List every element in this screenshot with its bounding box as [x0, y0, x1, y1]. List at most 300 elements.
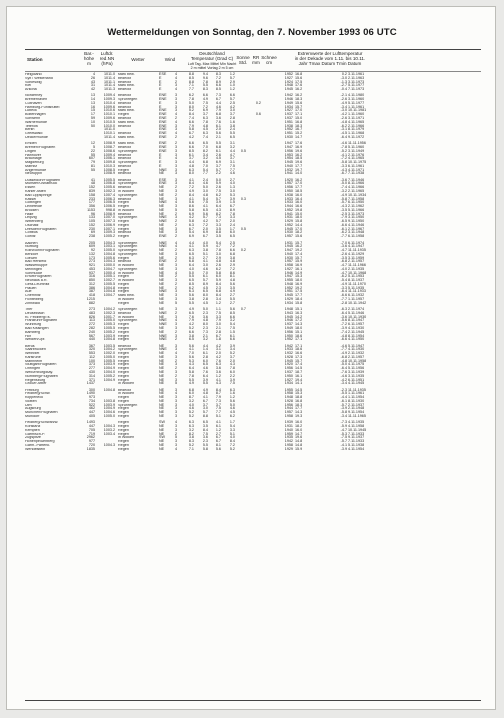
- min-date: 7.11.1946: [348, 177, 365, 182]
- max-value: 16.6: [295, 351, 303, 356]
- temp-max: 6.5: [202, 207, 208, 212]
- min-value: -5.7: [340, 439, 347, 444]
- max-year: 1945: [284, 87, 293, 92]
- temp-max: 4.8: [202, 192, 208, 197]
- max-year: 1955: [284, 387, 293, 392]
- temp-max: 8.8: [202, 414, 208, 418]
- wind-direction: NE: [159, 391, 165, 396]
- weather: Regen: [118, 407, 129, 411]
- pressure: 1003.1: [103, 244, 115, 249]
- weather: Regen: [118, 282, 129, 286]
- min-date: 10.11.1981: [348, 108, 367, 113]
- elevation: 921: [88, 263, 95, 268]
- temp-5cm: 2.5: [229, 100, 235, 105]
- wind-speed: 3: [174, 100, 177, 105]
- max-year: 1920: [284, 362, 293, 367]
- temp-min: 5.9: [215, 181, 221, 186]
- station-name: Gießen: [25, 256, 38, 260]
- min-value: -4.7: [340, 248, 347, 253]
- min-value: -5.5: [340, 391, 347, 396]
- min-date: 1.11.1957: [348, 297, 365, 302]
- weather: Regen: [118, 275, 129, 279]
- min-value: -4.8: [340, 333, 347, 338]
- temp-min: 6.7: [215, 97, 221, 102]
- min-value: -4.3: [340, 204, 347, 209]
- wind-speed: 3: [174, 410, 177, 415]
- temp-min: 6.8: [215, 144, 221, 149]
- temp-5cm: 4.0: [229, 435, 235, 440]
- max-year: 1944: [284, 406, 293, 411]
- station-name: Hohenpeißenberg: [25, 440, 55, 444]
- max-year: 1933: [284, 200, 293, 205]
- min-value: -5.6: [340, 318, 347, 323]
- temp-5cm: 4.5: [229, 410, 235, 415]
- temp-min: 4.2: [215, 343, 221, 348]
- min-date: 3.11.1971: [348, 116, 365, 121]
- wind-speed: 5: [174, 300, 177, 305]
- max-value: 15.6: [295, 100, 303, 105]
- wind-direction: ENE: [159, 259, 167, 264]
- weather: bedeckt: [118, 197, 131, 201]
- max-value: 18.8: [295, 395, 303, 400]
- temp-min: 5.6: [215, 131, 221, 136]
- max-value: 17.6: [295, 83, 303, 88]
- temp-max: 3.7: [202, 112, 208, 117]
- temp-max: 7.5: [202, 431, 208, 436]
- temp-max: 8.0: [202, 322, 208, 327]
- wind-direction: NE: [159, 314, 165, 319]
- weather: bedeckt: [118, 178, 131, 182]
- min-value: -7.0: [340, 240, 347, 245]
- pressure: 1003.9: [103, 333, 115, 338]
- min-date: 11.11.1970: [348, 281, 366, 286]
- temp-min: 7.9: [215, 395, 221, 400]
- wind-direction: E: [159, 75, 162, 80]
- station-name: Garm.-Partenk.: [25, 443, 51, 447]
- temp-min: 6.0: [215, 274, 221, 279]
- temp-min: 8.5: [215, 87, 221, 92]
- elevation: 826: [88, 314, 95, 319]
- min-value: -3.9: [340, 325, 347, 330]
- wind-speed: 4: [174, 391, 177, 396]
- wind-speed: 4: [174, 87, 177, 92]
- wind-speed: 4: [174, 420, 177, 425]
- min-date: 8.11.1979: [348, 127, 365, 132]
- wind-direction: NE: [159, 398, 165, 403]
- temp-min: 6.2: [215, 266, 221, 271]
- wind-speed: 3: [174, 144, 177, 149]
- max-value: 15.1: [295, 307, 303, 312]
- weather: Regen: [118, 323, 129, 327]
- wind-direction: NE: [159, 446, 165, 451]
- wind-direction: E: [159, 104, 162, 109]
- weather: Regen: [118, 334, 129, 338]
- wind-direction: E: [159, 79, 162, 84]
- max-value: 14.8: [295, 439, 303, 444]
- wind-speed: 5: [174, 207, 177, 212]
- temp-max: 3.8: [202, 248, 208, 253]
- weather: Regen: [118, 447, 129, 451]
- pressure: 1007.0: [103, 215, 115, 220]
- temp-max: 8.2: [202, 148, 208, 153]
- wind-speed: 3: [174, 442, 177, 447]
- temp-min: 8.1: [215, 442, 221, 447]
- temp-min: 8.4: [215, 281, 221, 286]
- temp-5cm: 7.2: [229, 244, 235, 249]
- max-value: 18.5: [295, 188, 303, 193]
- temp-max: 4.8: [202, 318, 208, 323]
- pressure: 1005.3: [103, 322, 115, 327]
- min-date: 10.11.1945: [348, 427, 367, 432]
- max-value: 15.7: [295, 240, 303, 245]
- temp-min: 4.2: [215, 354, 221, 359]
- pressure: 1008.7: [103, 144, 115, 149]
- temp-2m: 6.5: [188, 278, 194, 283]
- temp-5cm: 1.2: [229, 72, 235, 76]
- min-date: 5.11.1946: [348, 310, 365, 315]
- temp-min: 4.7: [215, 244, 221, 249]
- station-name: Klippeneck: [25, 396, 44, 400]
- elevation: 13: [90, 93, 95, 98]
- pressure: 1005.1: [103, 274, 115, 279]
- footer-rule: [25, 700, 481, 701]
- temp-max: 6.1: [202, 274, 208, 279]
- temp-5cm: 7.7: [229, 167, 235, 172]
- min-value: -6.1: [340, 398, 347, 403]
- wind-direction: NE: [159, 281, 165, 286]
- min-value: -3.4: [340, 104, 347, 109]
- wind-speed: 4: [174, 72, 177, 76]
- max-year: 1952: [284, 127, 293, 132]
- wind-speed: 2: [174, 116, 177, 121]
- min-date: 3.11.1961: [348, 72, 365, 76]
- temp-max: 7.8: [202, 79, 208, 84]
- temp-min: 6.8: [215, 289, 221, 294]
- weather: Sprühregen: [118, 161, 138, 165]
- max-value: 17.7: [295, 185, 303, 190]
- station-name: Düsseldorf/Flughafen: [25, 178, 61, 182]
- max-year: 1956: [284, 185, 293, 190]
- temp-min: 3.6: [215, 369, 221, 374]
- weather: Regen: [118, 256, 129, 260]
- weather: Regen: [118, 113, 129, 117]
- min-date: 11.11.1965: [348, 414, 366, 418]
- max-value: 16.0: [295, 200, 303, 205]
- temp-min: 1.2: [215, 427, 221, 432]
- wind-direction: ENE: [159, 127, 167, 132]
- elevation: 607: [88, 156, 95, 161]
- temp-5cm: 4.2: [229, 104, 235, 109]
- max-year: 1928: [284, 354, 293, 359]
- temp-min: 5.7: [215, 219, 221, 224]
- min-date: 6.11.1932: [348, 293, 365, 298]
- report-title: Wettermeldungen von Sonntag, den 7. November 1993 06 UTC: [107, 27, 397, 38]
- temp-max: 5.8: [202, 446, 208, 451]
- elevation: 367: [88, 343, 95, 348]
- weather: Sprühregen: [118, 267, 138, 271]
- station-name: Boltenhagen: [25, 113, 46, 117]
- station-name: Weiden/Opf.: [25, 338, 46, 342]
- wind-direction: NNE: [159, 289, 167, 294]
- max-value: 17.1: [295, 337, 303, 342]
- elevation: 105: [88, 219, 95, 224]
- pressure: 1010.0: [103, 123, 115, 128]
- temp-max: 5.1: [202, 251, 208, 256]
- min-value: -6.4: [340, 134, 347, 139]
- wind-speed: 3: [174, 177, 177, 182]
- elevation: 240: [88, 329, 95, 334]
- wind-direction: NE: [159, 442, 165, 447]
- max-value: 16.0: [295, 427, 303, 432]
- precipitation: 0.2: [255, 100, 261, 105]
- max-value: 17.7: [295, 406, 303, 411]
- weather: Sprühregen: [118, 245, 138, 249]
- weather: Regen: [118, 370, 129, 374]
- wind-speed: 2: [174, 141, 177, 146]
- min-date: 9.11.1972: [348, 134, 365, 139]
- min-value: -4.8: [340, 358, 347, 363]
- wind-direction: ENE: [159, 112, 167, 117]
- temp-2m: 5.2: [188, 325, 194, 330]
- temp-min: 5.5: [215, 141, 221, 146]
- station-name: Kiel: [25, 84, 32, 88]
- temp-max: 2.8: [202, 297, 208, 302]
- elevation: 15: [90, 108, 95, 113]
- pressure: 1004.8: [103, 251, 115, 256]
- max-value: 14.9: [295, 270, 303, 275]
- min-value: -5.0: [340, 362, 347, 367]
- elevation: 734: [88, 398, 95, 403]
- temp-min: 3.7: [215, 163, 221, 168]
- min-value: -6.4: [340, 310, 347, 315]
- report-sheet: [6, 6, 496, 710]
- temp-5cm: 5.7: [229, 75, 235, 80]
- wind-speed: 2: [174, 366, 177, 371]
- wind-speed: 3: [174, 97, 177, 102]
- temp-min: 8.7: [215, 391, 221, 396]
- min-date: 9.11.1954: [348, 410, 365, 415]
- temp-min: 6.7: [215, 435, 221, 440]
- pressure: 1004.2: [103, 347, 115, 352]
- wind-direction: NE: [159, 263, 165, 268]
- temp-max: 5.0: [202, 307, 208, 312]
- wind-direction: NE: [159, 248, 165, 253]
- temp-min: 7.5: [215, 310, 221, 315]
- temp-min: 6.1: [215, 148, 221, 153]
- temp-min: 7.5: [215, 188, 221, 193]
- temp-max: 2.3: [202, 439, 208, 444]
- min-value: -6.3: [340, 307, 347, 312]
- max-value: 16.9: [295, 263, 303, 268]
- temp-5cm: 6.6: [229, 337, 235, 342]
- weather: Sprühregen: [118, 403, 138, 407]
- min-value: -6.6: [340, 337, 347, 342]
- pressure: 1005.0: [103, 414, 115, 418]
- wind-direction: NE: [159, 207, 165, 212]
- temp-5cm: 2.0: [229, 358, 235, 363]
- max-value: 15.8: [295, 219, 303, 224]
- temp-max: 4.0: [202, 240, 208, 245]
- max-year: 1947: [284, 274, 293, 279]
- temp-5cm: 6.7: [229, 204, 235, 209]
- min-value: -4.9: [340, 192, 347, 197]
- min-value: -4.9: [340, 351, 347, 356]
- station-name: Lübeck: [25, 109, 37, 113]
- wind-direction: NE: [159, 369, 165, 374]
- wind-direction: NE: [159, 255, 165, 260]
- temp-min: 7.8: [215, 248, 221, 253]
- temp-2m: 6.4: [188, 263, 194, 268]
- pressure: 1008.5: [103, 167, 115, 172]
- pressure: 1011.4: [103, 83, 115, 88]
- temp-min: 8.2: [215, 211, 221, 216]
- max-value: 18.7: [295, 369, 303, 374]
- temp-2m: 6.3: [188, 248, 194, 253]
- temp-min: 5.7: [215, 196, 221, 201]
- min-value: -4.2: [340, 112, 347, 117]
- wind-speed: 3: [174, 127, 177, 132]
- temp-2m: 5.5: [188, 300, 194, 305]
- weather: Regen: [118, 432, 129, 436]
- wind-speed: 3: [174, 123, 177, 128]
- wind-speed: 3: [174, 171, 177, 176]
- min-value: -6.5: [340, 219, 347, 224]
- wind-direction: NE: [159, 297, 165, 302]
- min-value: -4.6: [340, 373, 347, 378]
- temp-5cm: 5.1: [229, 431, 235, 436]
- min-value: -3.9: [340, 446, 347, 451]
- weather: Regen: [118, 367, 129, 371]
- min-value: -3.6: [340, 244, 347, 249]
- max-value: 17.0: [295, 181, 303, 186]
- weather: Sprühregen: [118, 319, 138, 323]
- elevation: 453: [88, 266, 95, 271]
- wind-direction: NE: [159, 381, 165, 386]
- min-value: -5.8: [340, 196, 347, 201]
- max-value: 16.2: [295, 152, 303, 157]
- min-date: 4.11.1930: [348, 325, 365, 330]
- temp-min: 5.6: [215, 446, 221, 451]
- station-name: Magdeburg: [25, 161, 44, 165]
- weather: Sprühregen: [118, 193, 138, 197]
- wind-speed: 2: [174, 259, 177, 264]
- wind-speed: 3: [174, 297, 177, 302]
- wind-direction: NE: [159, 204, 165, 209]
- weather: stark bew.: [118, 109, 135, 113]
- temp-min: 2.0: [215, 351, 221, 356]
- temp-5cm: 5.7: [229, 97, 235, 102]
- station-name: Köln/Bonn/Flughafen: [25, 249, 60, 253]
- max-year: 1942: [284, 93, 293, 98]
- temp-max: 4.5: [202, 300, 208, 305]
- header-precipitation: RR mm: [252, 55, 260, 66]
- station-name: Meiningen: [25, 267, 43, 271]
- temp-max: 5.7: [202, 278, 208, 283]
- max-year: 1931: [284, 240, 293, 245]
- wind-direction: SW: [159, 420, 165, 425]
- wind-speed: 2: [174, 255, 177, 260]
- max-year: 1920: [284, 177, 293, 182]
- min-date: 11.11.1933: [348, 289, 366, 294]
- station-name: Kassel: [25, 197, 37, 201]
- temp-5cm: 8.6: [229, 270, 235, 275]
- min-date: 3.11.1948: [348, 230, 365, 235]
- elevation: 282: [88, 325, 95, 330]
- temp-min: 5.9: [215, 278, 221, 283]
- min-date: 2.11.1937: [348, 402, 365, 407]
- weather: bedeckt: [118, 94, 131, 98]
- elevation: 79: [90, 160, 95, 165]
- min-date: 3.11.1973: [348, 211, 365, 216]
- station-name: Essen: [25, 186, 36, 190]
- temp-2m: 6.2: [188, 93, 194, 98]
- min-value: -4.9: [340, 100, 347, 105]
- station-name: Cottbus: [25, 231, 38, 235]
- max-year: 1956: [284, 329, 293, 334]
- max-year: 1937: [284, 369, 293, 374]
- temp-max: 6.3: [202, 116, 208, 121]
- temp-2m: 5.4: [188, 230, 194, 235]
- temp-2m: 8.0: [188, 104, 194, 109]
- wind-speed: 3: [174, 343, 177, 348]
- max-value: 17.7: [295, 163, 303, 168]
- min-date: 8.11.1937: [348, 278, 365, 283]
- temp-min: 4.3: [215, 381, 221, 386]
- temp-2m: 8.4: [188, 112, 194, 117]
- wind-speed: 2: [174, 285, 177, 290]
- min-date: 6.11.1974: [348, 240, 365, 245]
- max-value: 18.5: [295, 156, 303, 161]
- max-year: 1945: [284, 314, 293, 319]
- wind-speed: 2: [174, 234, 177, 239]
- station-name: Deuselbach: [25, 311, 45, 315]
- max-year: 1947: [284, 144, 293, 149]
- weather: bedeckt: [118, 153, 131, 157]
- elevation: 69: [90, 230, 95, 235]
- station-name: Nürburg: [25, 245, 39, 249]
- elevation: 1437: [86, 381, 95, 386]
- temp-max: 4.8: [202, 123, 208, 128]
- temp-2m: 4.1: [188, 196, 194, 201]
- max-value: 18.0: [295, 325, 303, 330]
- elevation: 977: [88, 439, 95, 444]
- max-value: 17.0: [295, 108, 303, 113]
- wind-direction: NE: [159, 358, 165, 363]
- station-name: Ulm: [25, 403, 32, 407]
- temp-max: 4.8: [202, 391, 208, 396]
- weather: bedeckt: [118, 117, 131, 121]
- weather: in Wolken: [118, 264, 135, 268]
- pressure: 1000.4: [103, 270, 115, 275]
- max-year: 1952: [284, 72, 293, 76]
- station-name: Stuttgart/Flughafen: [25, 363, 57, 367]
- max-value: 17.4: [295, 362, 303, 367]
- pressure: 1011.1: [103, 79, 115, 84]
- temp-min: 1.2: [215, 373, 221, 378]
- min-value: -4.5: [340, 131, 347, 136]
- elevation: 5: [92, 144, 95, 149]
- temp-5cm: 4.7: [229, 152, 235, 157]
- wind-speed: 3: [174, 398, 177, 403]
- elevation: 553: [88, 351, 95, 356]
- max-value: 14.1: [295, 381, 303, 386]
- weather: bedeckt: [118, 388, 131, 392]
- pressure: 1005.5: [103, 177, 115, 182]
- min-value: -4.2: [340, 377, 347, 382]
- min-date: 7.11.1938: [348, 171, 365, 176]
- max-value: 19.6: [295, 148, 303, 153]
- temp-2m: 8.5: [188, 75, 194, 80]
